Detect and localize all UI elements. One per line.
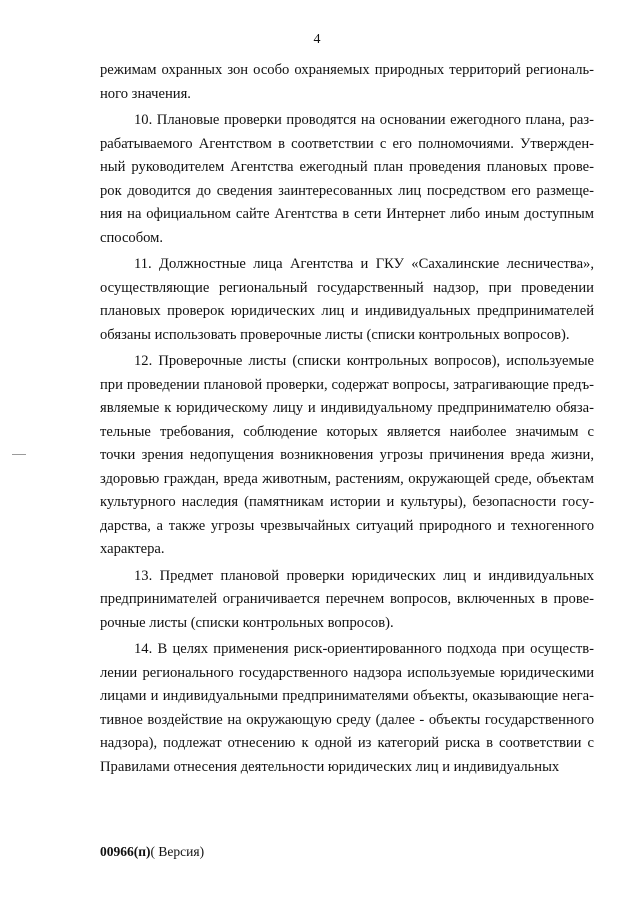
text-line: 12. Проверочные листы (списки контрольных вопросов), используемые bbox=[134, 353, 594, 369]
text-line: осуществляющие региональный государственный надзор, при проведении bbox=[100, 279, 594, 296]
text-line: 13. Предмет плановой проверки юридических лиц и индивидуальных bbox=[134, 567, 594, 584]
document-version: ( Версия) bbox=[150, 844, 205, 859]
document-code: 00966(п) bbox=[100, 844, 151, 859]
text-line: ния на официальном сайте Агентства в сети Интернет либо иным доступным bbox=[100, 206, 594, 222]
document-footer bbox=[100, 844, 204, 860]
text-line: дарства, а также угрозы чрезвычайных ситуаций природного и техногенного bbox=[100, 517, 594, 534]
text-line: 11. Должностные лица Агентства и ГКУ «Сахалинские лесничества», bbox=[134, 256, 594, 272]
text-line: рабатываемого Агентством в соответствии с его полномочиями. Утвержден- bbox=[100, 135, 594, 152]
text-line: плановых проверок юридических лиц и индивидуальных предпринимателей bbox=[100, 303, 594, 319]
text-line: при проведении плановой проверки, содержат вопросы, затрагивающие предъ- bbox=[100, 376, 594, 393]
margin-mark bbox=[12, 454, 26, 455]
text-line: Правилами отнесения деятельности юридических лиц и индивидуальных bbox=[100, 758, 560, 775]
text-line: режимам охранных зон особо охраняемых природных территорий региональ- bbox=[100, 62, 594, 78]
text-line: ный руководителем Агентства ежегодный план проведения плановых прове- bbox=[100, 159, 594, 175]
paragraph bbox=[100, 350, 594, 562]
text-line: предпринимателей ограничивается перечнем вопросов, включенных в прове- bbox=[100, 591, 594, 607]
text-line: надзора), подлежат отнесению к одной из категорий риска в соответствии с bbox=[100, 735, 594, 751]
paragraph bbox=[100, 59, 594, 106]
text-line: здоровью граждан, вреда животным, растениям, окружающей среде, объектам bbox=[100, 470, 594, 487]
paragraph bbox=[100, 109, 594, 250]
text-line: 14. В целях применения риск-ориентированного подхода при осуществ- bbox=[134, 641, 594, 657]
paragraph bbox=[100, 565, 594, 636]
text-line: тельные требования, соблюдение которых является наиболее значимым с bbox=[100, 423, 594, 440]
text-line: 10. Плановые проверки проводятся на основании ежегодного плана, раз- bbox=[134, 112, 594, 128]
text-line: точки зрения недопущения возникновения угрозы причинения вреда жизни, bbox=[100, 447, 594, 463]
page-number: 4 bbox=[313, 32, 321, 47]
paragraph bbox=[100, 253, 594, 347]
text-line: лицами и индивидуальными предпринимателями объекты, оказывающие нега- bbox=[100, 688, 594, 704]
text-line: характера. bbox=[100, 541, 165, 557]
text-line: обязаны использовать проверочные листы (списки контрольных вопросов). bbox=[100, 326, 570, 343]
text-line: ного значения. bbox=[100, 85, 191, 102]
text-line: рочные листы (списки контрольных вопросов). bbox=[100, 614, 394, 631]
text-line: тивное воздействие на окружающую среду (далее - объекты государственного bbox=[100, 711, 594, 728]
text-line: способом. bbox=[100, 229, 164, 246]
paragraph bbox=[100, 638, 594, 779]
text-line: культурного наследия (памятникам истории и культуры), безопасности госу- bbox=[100, 494, 594, 510]
text-line: являемые к юридическому лицу и индивидуальному предпринимателю обяза- bbox=[100, 400, 594, 416]
document-body bbox=[100, 59, 594, 779]
text-line: лении регионального государственного надзора используемые юридическими bbox=[100, 664, 594, 681]
text-line: рок доводится до сведения заинтересованных лиц посредством его размеще- bbox=[100, 182, 594, 199]
